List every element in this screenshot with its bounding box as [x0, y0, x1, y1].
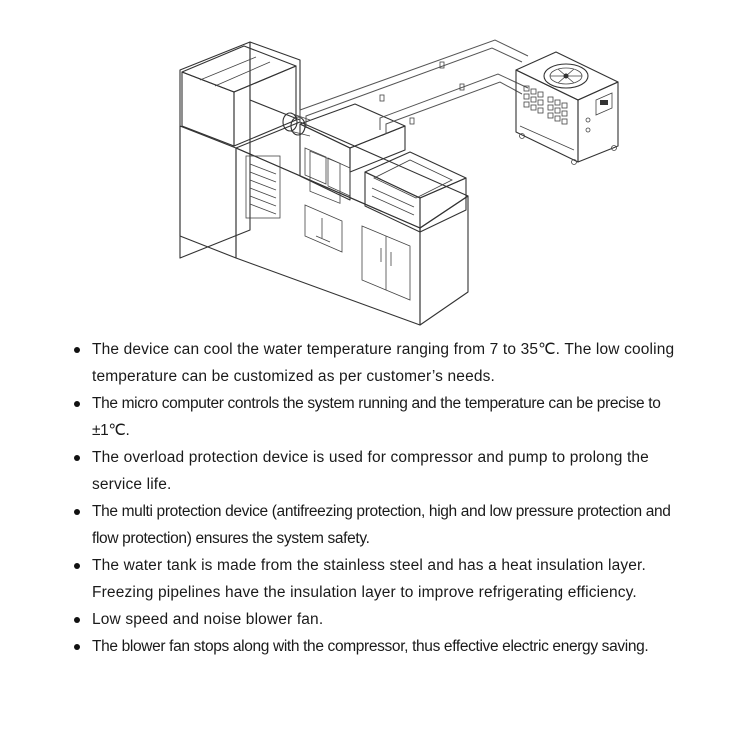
list-item	[70, 444, 680, 498]
water-pipes	[300, 40, 528, 134]
feature-text: The water tank is made from the stainless steel and has a heat insulation layer. Freezing pipelines have the insulation layer to improve refrigerating efficiency.	[92, 557, 646, 601]
chiller-unit	[516, 52, 618, 165]
list-item	[70, 606, 680, 633]
bullet-icon	[74, 347, 80, 353]
feature-text: The blower fan stops along with the compressor, thus effective electric energy saving.	[92, 638, 649, 655]
bullet-icon	[74, 563, 80, 569]
feature-text: The multi protection device (antifreezing protection, high and low pressure protection and flow protection) ensures the system safety.	[92, 503, 671, 547]
list-item	[70, 633, 680, 660]
bullet-icon	[74, 644, 80, 650]
molding-machine	[180, 42, 468, 325]
bullet-icon	[74, 617, 80, 623]
feature-text: The micro computer controls the system running and the temperature can be precise to ±1℃.	[92, 395, 661, 439]
list-item	[70, 390, 680, 444]
list-item	[70, 336, 680, 390]
feature-text: Low speed and noise blower fan.	[92, 611, 324, 628]
bullet-icon	[74, 455, 80, 461]
feature-text: The device can cool the water temperature ranging from 7 to 35℃. The low cooling temperature can be customized as per customer’s needs.	[92, 341, 675, 385]
bullet-icon	[74, 401, 80, 407]
list-item	[70, 552, 680, 606]
machine-illustration	[0, 0, 750, 330]
list-item	[70, 498, 680, 552]
feature-list	[70, 336, 680, 660]
bullet-icon	[74, 509, 80, 515]
feature-text: The overload protection device is used for compressor and pump to prolong the service life.	[92, 449, 649, 493]
